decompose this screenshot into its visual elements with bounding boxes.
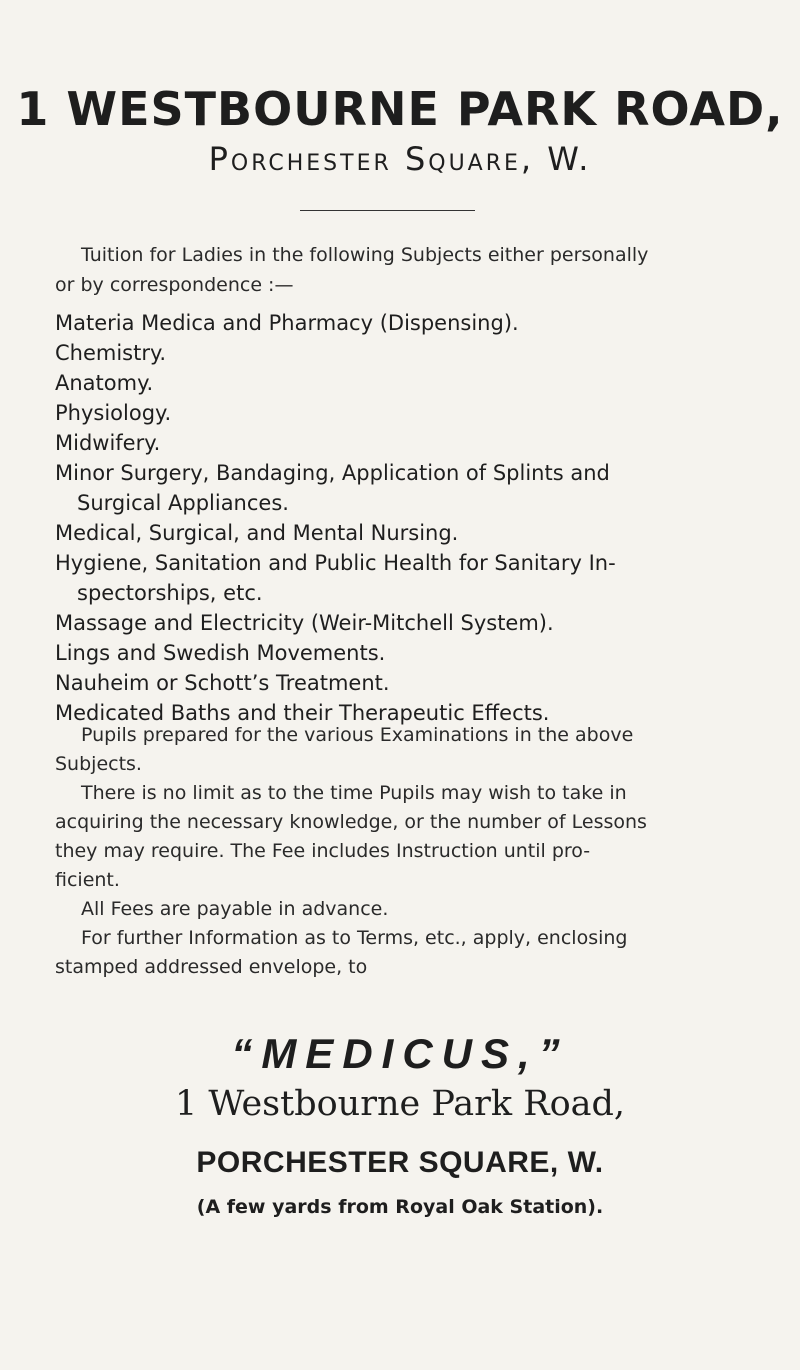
subject-item	[55, 608, 755, 638]
subject-text: Anatomy.	[55, 371, 154, 395]
notes-line: ficient.	[55, 869, 120, 891]
subject-text: Medical, Surgical, and Mental Nursing.	[55, 521, 459, 545]
subject-item	[55, 518, 755, 548]
subject-continuation: Surgical Appliances.	[77, 491, 289, 515]
subject-item	[55, 668, 755, 698]
footer-address-square: PORCHESTER SQUARE, W.	[196, 1146, 604, 1179]
page-subtitle: Porchester Square, W.	[208, 140, 592, 178]
notes-line: stamped addressed envelope, to	[55, 956, 368, 978]
notes-line: they may require. The Fee includes Instruction until pro-	[55, 840, 591, 862]
intro-line: Tuition for Ladies in the following Subjects either personally	[81, 244, 649, 266]
subjects-list	[55, 308, 755, 728]
footer-address-street: 1 Westbourne Park Road,	[174, 1084, 626, 1124]
notes-line: Subjects.	[55, 753, 142, 775]
notes-line: All Fees are payable in advance.	[81, 898, 389, 920]
subject-text: Massage and Electricity (Weir-Mitchell System).	[55, 611, 554, 635]
subject-text: Chemistry.	[55, 341, 167, 365]
notes-line: acquiring the necessary knowledge, or the number of Lessons	[55, 811, 647, 833]
intro-paragraph	[55, 240, 755, 300]
notes-line: There is no limit as to the time Pupils may wish to take in	[81, 782, 627, 804]
subject-item	[55, 428, 755, 458]
subject-text: Minor Surgery, Bandaging, Application of Splints and	[55, 461, 610, 485]
subject-text: Medicated Baths and their Therapeutic Effects.	[55, 701, 550, 725]
notes-line: For further Information as to Terms, etc., apply, enclosing	[81, 927, 628, 949]
intro-line: or by correspondence :—	[55, 274, 294, 296]
subject-text: Lings and Swedish Movements.	[55, 641, 386, 665]
subject-item	[55, 308, 755, 338]
subject-item	[55, 548, 755, 608]
subject-text: Midwifery.	[55, 431, 161, 455]
subject-item	[55, 338, 755, 368]
subject-text: Physiology.	[55, 401, 172, 425]
medicus-name: “MEDICUS,”	[231, 1030, 569, 1077]
notes-section	[55, 721, 755, 982]
subject-item	[55, 368, 755, 398]
footer-location-note: (A few yards from Royal Oak Station).	[196, 1196, 604, 1218]
subject-item	[55, 398, 755, 428]
subject-continuation: spectorships, etc.	[77, 581, 263, 605]
subject-item	[55, 458, 755, 518]
divider-rule	[300, 210, 475, 211]
subject-text: Nauheim or Schott’s Treatment.	[55, 671, 390, 695]
subject-item	[55, 638, 755, 668]
subject-text: Hygiene, Sanitation and Public Health for Sanitary In-	[55, 551, 616, 575]
subject-text: Materia Medica and Pharmacy (Dispensing).	[55, 311, 519, 335]
page-title: 1 WESTBOURNE PARK ROAD,	[16, 82, 784, 136]
notes-line: Pupils prepared for the various Examinations in the above	[81, 724, 634, 746]
